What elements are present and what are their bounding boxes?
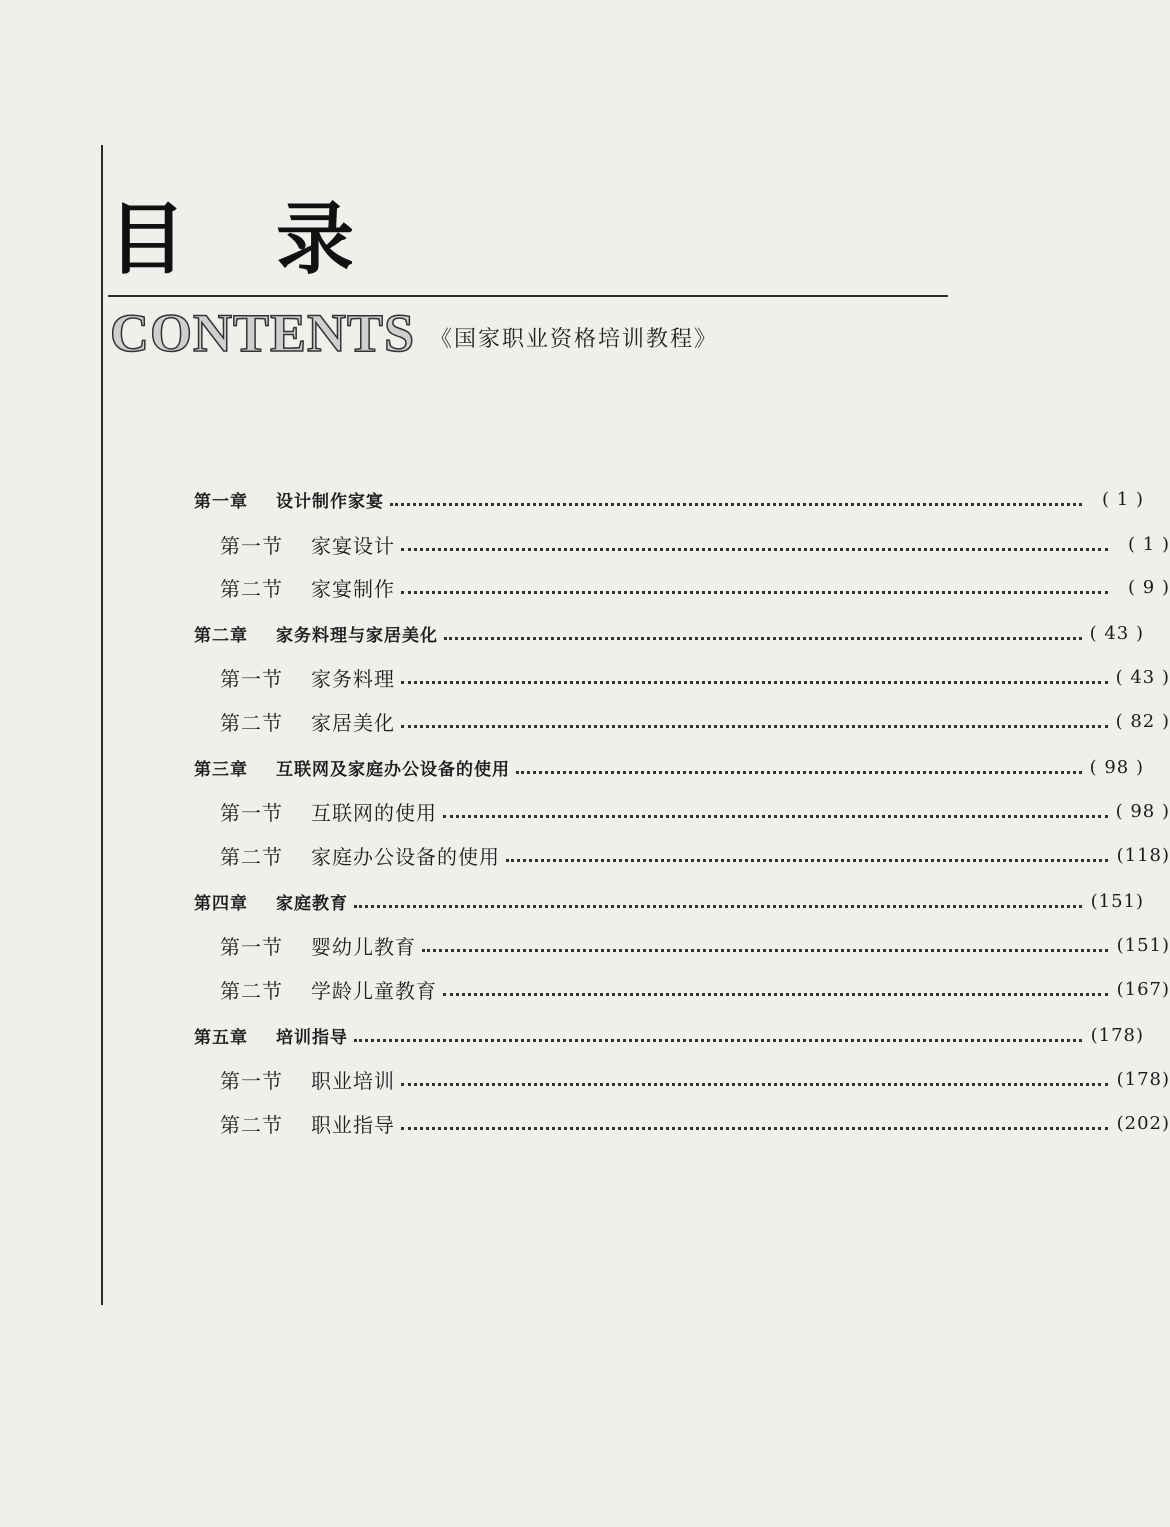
toc-leader	[401, 679, 1108, 684]
toc-page-number: (178)	[1090, 1024, 1144, 1046]
toc-page-number: (151)	[1090, 890, 1144, 912]
book-subtitle: 《国家职业资格培训教程》	[430, 327, 719, 352]
toc-section-1-2[interactable]	[0, 572, 1170, 602]
title-rule	[108, 295, 948, 297]
toc-page-number: (202)	[1116, 1112, 1170, 1134]
toc-label: 第一节 职业培训	[220, 1068, 395, 1093]
toc-page-number: ( 1 )	[1102, 488, 1144, 510]
page-title-cn: 目录	[108, 195, 445, 285]
toc-leader	[506, 857, 1108, 862]
toc-label: 第一章 设计制作家宴	[194, 491, 384, 512]
toc-label: 第四章 家庭教育	[194, 893, 348, 914]
toc-section-4-2[interactable]	[0, 974, 1170, 1004]
toc-label: 第一节 家宴设计	[220, 533, 395, 558]
toc-page-number: ( 43 )	[1115, 666, 1170, 688]
toc-leader	[401, 546, 1108, 551]
toc-section-5-2[interactable]	[0, 1108, 1170, 1138]
toc-section-5-1[interactable]	[0, 1064, 1170, 1094]
toc-chapter-5[interactable]	[0, 1020, 1144, 1050]
toc-section-2-2[interactable]	[0, 706, 1170, 736]
toc-page-number: ( 9 )	[1128, 576, 1170, 598]
toc-chapter-4[interactable]	[0, 886, 1144, 916]
toc-section-3-1[interactable]	[0, 796, 1170, 826]
toc-page-number: (167)	[1116, 978, 1170, 1000]
toc-label: 第二节 家居美化	[220, 710, 395, 735]
toc-leader	[401, 1125, 1108, 1130]
toc-leader	[401, 1081, 1108, 1086]
toc-leader	[390, 501, 1082, 506]
toc-page-number: (151)	[1116, 934, 1170, 956]
toc-page-number: ( 98 )	[1115, 800, 1170, 822]
toc-page-number: ( 1 )	[1128, 533, 1170, 555]
toc-label: 第三章 互联网及家庭办公设备的使用	[194, 759, 510, 780]
toc-section-2-1[interactable]	[0, 662, 1170, 692]
toc-leader	[443, 813, 1108, 818]
toc-leader	[444, 635, 1082, 640]
toc-leader	[516, 769, 1082, 774]
toc-label: 第二节 家庭办公设备的使用	[220, 844, 500, 869]
toc-label: 第二节 家宴制作	[220, 576, 395, 601]
toc-label: 第一节 家务料理	[220, 666, 395, 691]
toc-page-number: ( 82 )	[1115, 710, 1170, 732]
toc-page-number: ( 43 )	[1089, 622, 1144, 644]
toc-page-number: ( 98 )	[1089, 756, 1144, 778]
toc-label: 第二节 职业指导	[220, 1112, 395, 1137]
toc-label: 第一节 婴幼儿教育	[220, 934, 416, 959]
toc-leader	[354, 903, 1082, 908]
toc-page-number: (118)	[1116, 844, 1170, 866]
toc-leader	[443, 991, 1108, 996]
toc-label: 第二节 学龄儿童教育	[220, 978, 437, 1003]
toc-leader	[401, 589, 1108, 594]
page-title-en: CONTENTS	[110, 303, 416, 363]
toc-page-number: (178)	[1116, 1068, 1170, 1090]
toc-leader	[422, 947, 1108, 952]
toc-section-4-1[interactable]	[0, 930, 1170, 960]
toc-label: 第一节 互联网的使用	[220, 800, 437, 825]
toc-leader	[354, 1037, 1082, 1042]
toc-label: 第五章 培训指导	[194, 1027, 348, 1048]
toc-chapter-3[interactable]	[0, 752, 1144, 782]
toc-section-3-2[interactable]	[0, 840, 1170, 870]
toc-chapter-2[interactable]	[0, 618, 1144, 648]
toc-chapter-1[interactable]	[0, 484, 1144, 514]
toc-section-1-1[interactable]	[0, 529, 1170, 559]
toc-label: 第二章 家务料理与家居美化	[194, 625, 438, 646]
toc-leader	[401, 723, 1108, 728]
